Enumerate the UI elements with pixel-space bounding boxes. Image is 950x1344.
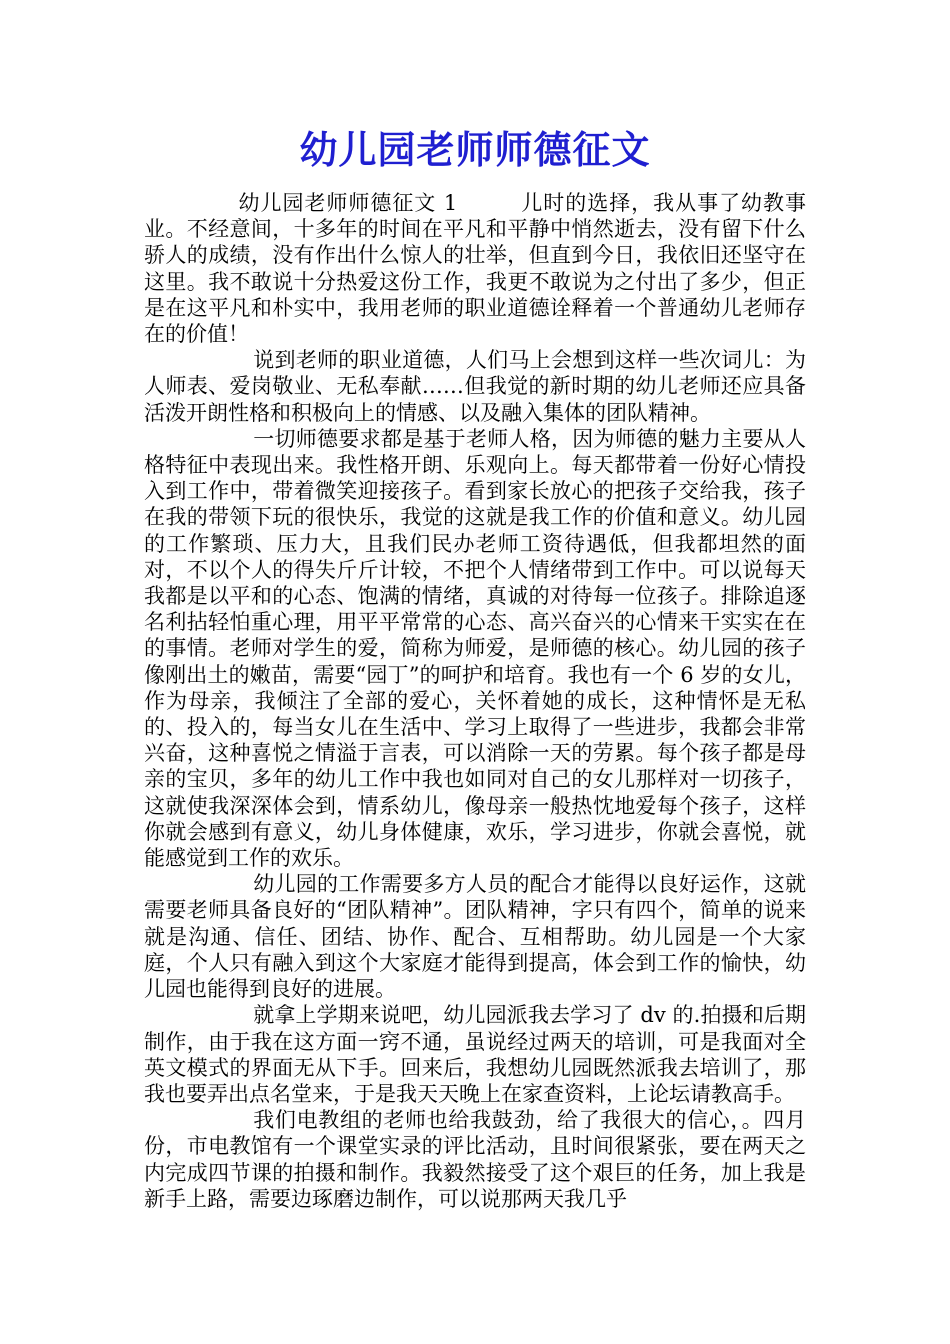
document-subtitle: 幼儿园老师师德征文 1 bbox=[238, 191, 458, 215]
document-page bbox=[144, 118, 806, 1212]
paragraph-1-text: 儿时的选择，我从事了幼教事业。不经意间，十多年的时间在平凡和平静中悄然逝去，没有留下什么骄人的成绩，没有作出什么惊人的壮举，但直到今日，我依旧还坚守在这里。我不敢说十分热爱这份工作，我更不敢说为之付出了多少，但正是在这平凡和朴实中，我用老师的职业道德诠释着一个普通幼儿老师存在的价值！ bbox=[144, 191, 807, 347]
paragraph-3: 一切师德要求都是基于老师人格，因为师德的魅力主要从人格特征中表现出来。我性格开朗、乐观向上。每天都带着一份好心情投入到工作中，带着微笑迎接孩子。看到家长放心的把孩子交给我，孩子在我的带领下玩的很快乐，我觉的这就是我工作的价值和意义。幼儿园的工作繁琐、压力大，且我们民办老师工资待遇低，但我都坦然的面对，不以个人的得失斤斤计较，不把个人情绪带到工作中。可以说每天我都是以平和的心态、饱满的情绪，真诚的对待每一位孩子。排除追逐名利拈轻怕重心理，用平平常常的心态、高兴奋兴的心情来干实实在在的事情。老师对学生的爱，简称为师爱，是师德的核心。幼儿园的孩子像刚出土的嫩苗，需要“园丁”的呵护和培育。我也有一个 6 岁的女儿，作为母亲，我倾注了全部的爱心，关怀着她的成长，这种情怀是无私的、投入的，每当女儿在生活中、学习上取得了一些进步，我都会非常兴奋，这种喜悦之情溢于言表，可以消除一天的劳累。每个孩子都是母亲的宝贝，多年的幼儿工作中我也如同对自己的女儿那样对一切孩子，这就使我深深体会到，情系幼儿，像母亲一般热忱地爱每个孩子，这样你就会感到有意义，幼儿身体健康，欢乐，学习进步，你就会喜悦，就能感觉到工作的欢乐。 bbox=[144, 426, 806, 871]
document-title: 幼儿园老师师德征文 bbox=[299, 128, 651, 172]
paragraph-5: 就拿上学期来说吧，幼儿园派我去学习了 dv 的.拍摄和后期制作，由于我在这方面一窍不通，虽说经过两天的培训，可是我面对全英文模式的界面无从下手。回来后，我想幼儿园既然派我去培训了，那我也要弄出点名堂来，于是我天天晚上在家查资料，上论坛请教高手。 bbox=[144, 1003, 806, 1106]
paragraph-6: 我们电教组的老师也给我鼓劲，给了我很大的信心，。四月份，市电教馆有一个课堂实录的评比活动，且时间很紧张，要在两天之内完成四节课的拍摄和制作。我毅然接受了这个艰巨的任务，加上我是新手上路，需要边琢磨边制作，可以说那两天我几乎 bbox=[144, 1108, 806, 1211]
paragraph-4: 幼儿园的工作需要多方人员的配合才能得以良好运作，这就需要老师具备良好的“团队精神”。团队精神，字只有四个，简单的说来就是沟通、信任、团结、协作、配合、互相帮助。幼儿园是一个大家庭，个人只有融入到这个大家庭才能得到提高，体会到工作的愉快，幼儿园也能得到良好的进展。 bbox=[144, 872, 806, 1002]
paragraph-2: 说到老师的职业道德，人们马上会想到这样一些次词儿：为人师表、爱岗敬业、无私奉献……但我觉的新时期的幼儿老师还应具备活泼开朗性格和积极向上的情感、以及融入集体的团队精神。 bbox=[144, 348, 806, 425]
paragraph-1 bbox=[144, 190, 806, 347]
